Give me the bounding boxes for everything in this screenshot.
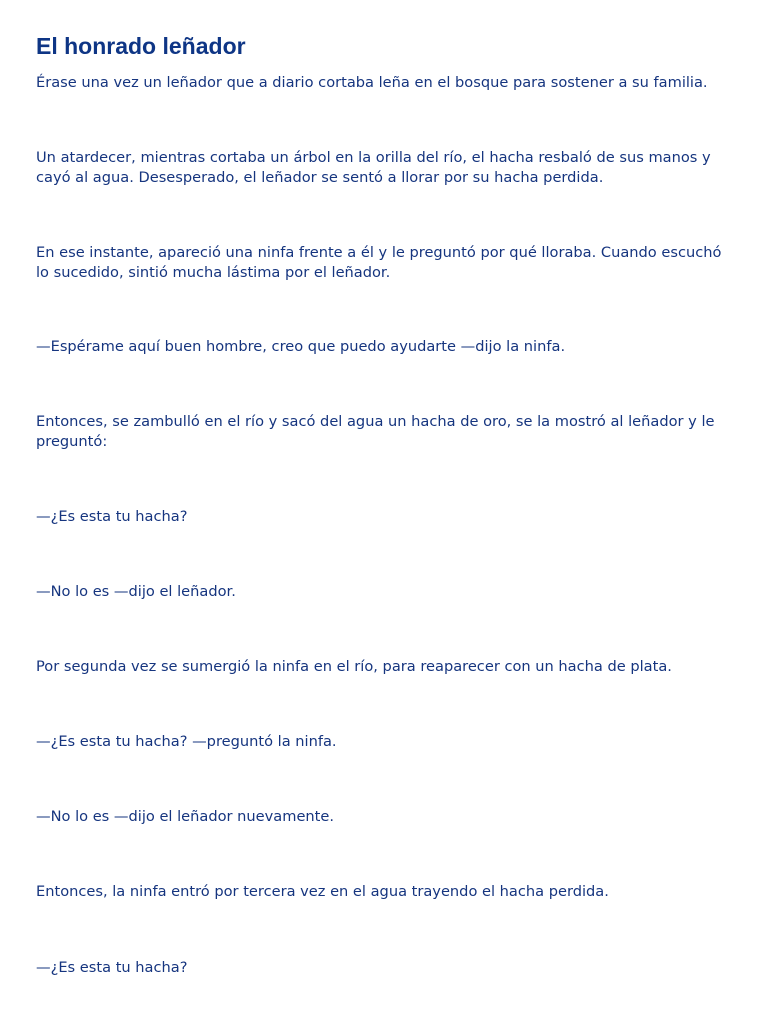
paragraph: Por segunda vez se sumergió la ninfa en el río, para reaparecer con un hacha de plata.	[36, 658, 672, 675]
story-title: El honrado leñador	[36, 33, 246, 59]
paragraph: Érase una vez un leñador que a diario cortaba leña en el bosque para sostener a su familia.	[36, 74, 708, 91]
paragraph: Entonces, la ninfa entró por tercera vez en el agua trayendo el hacha perdida.	[36, 883, 609, 900]
paragraph: —¿Es esta tu hacha? —preguntó la ninfa.	[36, 733, 337, 750]
paragraph: Entonces, se zambulló en el río y sacó del agua un hacha de oro, se la mostró al leñador y le preguntó:	[36, 413, 715, 450]
paragraph: —¿Es esta tu hacha?	[36, 959, 188, 976]
paragraph: —¿Es esta tu hacha?	[36, 508, 188, 525]
paragraph: —No lo es —dijo el leñador nuevamente.	[36, 808, 335, 825]
paragraph: En ese instante, apareció una ninfa frente a él y le preguntó por qué lloraba. Cuando escuchó lo sucedido, sintió mucha lástima por el leñador.	[36, 244, 722, 281]
paragraph: —Espérame aquí buen hombre, creo que puedo ayudarte —dijo la ninfa.	[36, 338, 566, 355]
paragraph: —No lo es —dijo el leñador.	[36, 583, 236, 600]
paragraph: Un atardecer, mientras cortaba un árbol en la orilla del río, el hacha resbaló de sus manos y cayó al agua. Desesperado, el leñador se sentó a llorar por su hacha perdida.	[36, 149, 711, 186]
